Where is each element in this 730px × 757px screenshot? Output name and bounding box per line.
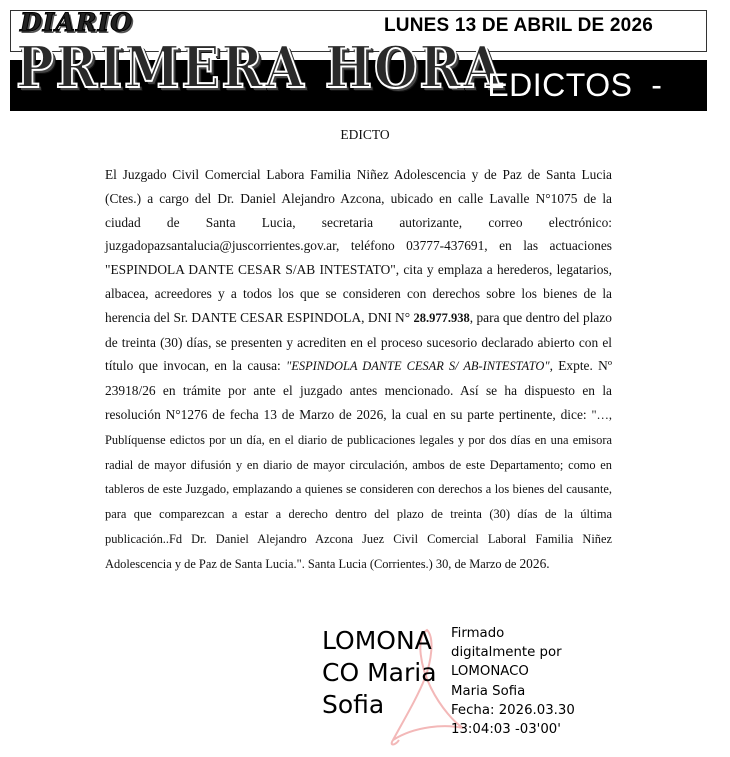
body-part-4: 2026. [519, 555, 550, 571]
body-part-1: El Juzgado Civil Comercial Labora Familia Niñez Adolescencia y de Paz de Santa Lucia (Ctes.) a cargo del Dr. Daniel Alejandro Azcona, ubicado en calle Lavalle N°1075 de la ciudad de Santa Lucia, secretaria autorizante, correo electrónico: juzgadopazsantalucia@juscorrientes.gov.ar, teléfono 03777-437691, en las actuaciones "ESPINDOLA DANTE CESAR S/AB INTESTATO", cita y emplaza a herederos, legatarios, albacea, acreedores y a todos los que se consideren con derechos sobre los bienes de la herencia del Sr. DANTE CESAR ESPINDOLA, DNI N° [105, 167, 612, 325]
body-part-2: , para que dentro del plazo de treinta (30) días, se presenten y acrediten en el proceso sucesorio declarado abierto con el título que invocan, en la causa: [105, 309, 612, 374]
signer-name-line: LOMONA [322, 626, 432, 655]
signer-name-line: CO Maria [322, 658, 437, 687]
logo-primera-hora: PRIMERA HORA [16, 34, 504, 101]
signature-detail-line: Firmado [451, 626, 505, 641]
signature-detail-line: Maria Sofia [451, 683, 526, 699]
publication-date: LUNES 13 DE ABRIL DE 2026 [384, 15, 653, 36]
signature-detail-line: LOMONACO [451, 664, 529, 680]
signature-detail-line: Fecha: 2026.03.30 [451, 702, 575, 718]
case-title: "ESPINDOLA DANTE CESAR S/ AB-INTESTATO" [286, 359, 550, 374]
resolution-quote: "…, Publíquense edictos por un día, en el diario de publicaciones legales y por dos días en una emisora radial de mayor difusión y en diario de mayor circulación, ambos de este Departamento; como en tableros de este Juzgado, emplazando a quienes se consideren con derechos a los bienes del causante, para que comparezcan a estar a derecho dentro del plazo de treinta (30) días de la última publicación..Fd Dr. Daniel Alejandro Azcona Juez Civil Comercial Laboral Familia Niñez Adolescencia y de Paz de Santa Lucia.". Santa Lucia (Corrientes.) 30, de Marzo de [105, 407, 612, 571]
logo-diario: DIARIO [20, 8, 134, 37]
section-title: - EDICTOS - [448, 67, 663, 103]
dni-number: 28.977.938 [413, 310, 470, 325]
signer-name [322, 625, 437, 721]
signature-detail-line: digitalmente por [451, 645, 562, 661]
signature-detail-line: 13:04:03 -03'00' [451, 722, 561, 738]
document-heading: EDICTO [340, 127, 390, 142]
body-part-3: , Expte. Nº 23918/26 en trámite por ante el juzgado antes mencionado. Así se ha dispuesto en la resolución N°1276 de fecha 13 de Marzo de 2026, la cual en su parte pertinente, dice: [105, 358, 612, 422]
edict-body [105, 163, 612, 577]
signature-details [451, 624, 575, 739]
signer-name-line: Sofia [322, 690, 385, 719]
